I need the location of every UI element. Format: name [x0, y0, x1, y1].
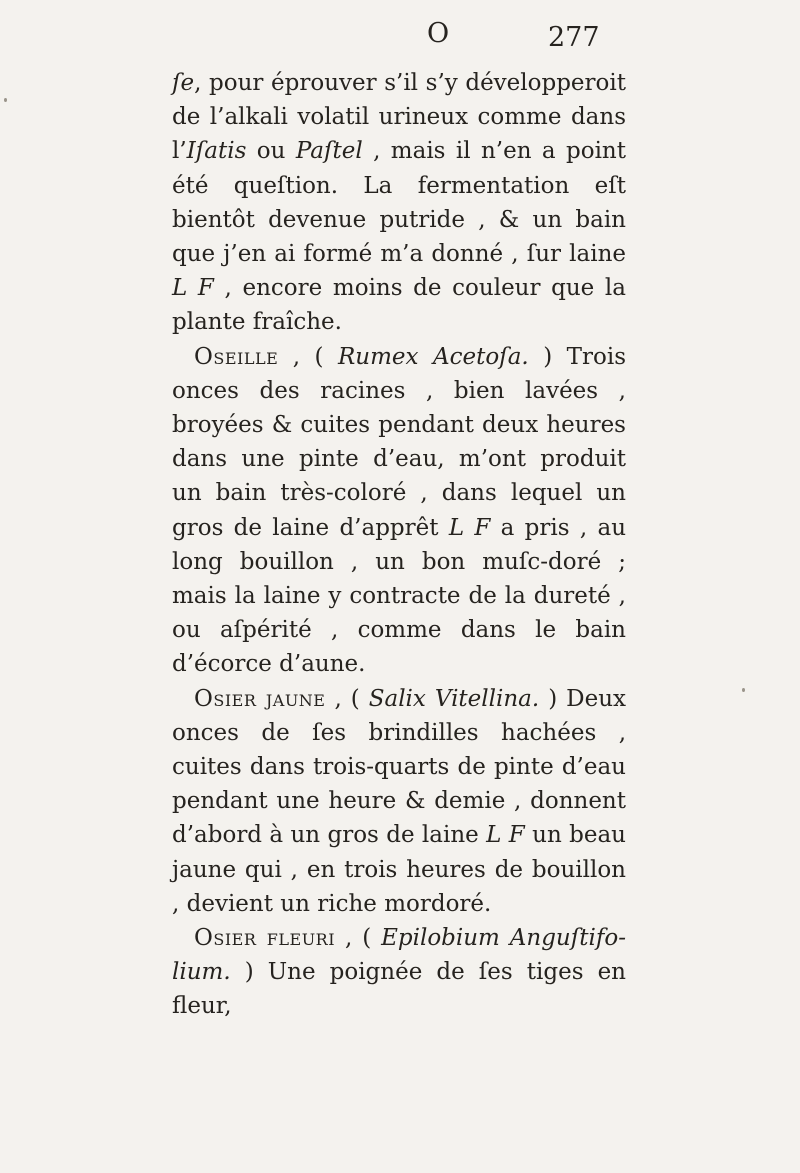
paper-speck: [4, 98, 7, 102]
text-run: , (: [335, 925, 382, 952]
wool-grade-label: L F: [448, 514, 491, 541]
text-run: , encore moins de couleur que la plante fraîche.: [172, 275, 626, 336]
text-run: ou: [246, 138, 296, 165]
word-fragment: ſe: [172, 70, 195, 96]
text-run: a pris , au long bouillon , un bon muſc-doré ; mais la laine y contracte de la dureté , ou aſpérité , comme dans le bain d’écorce d’aune.: [172, 514, 627, 678]
latin-name: Epilobium Anguſtifolium.: [172, 925, 626, 986]
text-run: un beau jaune qui , en trois heures de bouillon , devient un riche mordoré.: [172, 822, 626, 917]
paragraph-osier-fleuri: [172, 921, 626, 1024]
page-header: [0, 18, 800, 54]
paragraph-osier-jaune: [172, 682, 626, 921]
entry-heading: Osier fleuri: [194, 925, 336, 952]
text-run: ) Deux onces de ſes brindilles hachées , cuites dans trois-quarts de pinte d’eau pendant une heure & demie , donnent d’abord à un gros de laine: [172, 685, 626, 849]
body-text: [172, 66, 626, 1024]
latin-name: Salix Vitellina.: [368, 685, 540, 712]
wool-grade-label: L F: [486, 822, 525, 849]
text-run: ) Trois onces des racines , bien lavées , broyées & cuites pendant deux heures dans une pinte d’eau, m’ont produit un bain très-coloré , dans lequel un gros de laine d’apprêt: [172, 343, 626, 541]
text-run: , mais il n’en a point été queſtion. La fermentation eſt bientôt devenue putride , & un bain que j’en ai formé m’a donné , ſur laine: [172, 138, 626, 268]
plant-name-isatis: Iſatis: [186, 138, 247, 165]
text-run: , (: [278, 343, 338, 370]
plant-name-pastel: Paſtel: [295, 138, 363, 165]
paper-speck: [742, 688, 745, 692]
page-number: 277: [548, 22, 600, 53]
text-run: ) Une poignée de ſes tiges en fleur,: [172, 959, 626, 1020]
text-run: , pour éprouver s’il s’y développeroit de l’alkali volatil urineux comme dans l’: [172, 70, 626, 165]
signature-mark: O: [427, 18, 450, 49]
latin-name: Rumex Acetoſa.: [337, 343, 529, 370]
entry-heading: Osier jaune: [194, 685, 326, 712]
entry-heading: Oseille: [194, 343, 279, 370]
paragraph-oseille: [172, 340, 626, 682]
text-run: , (: [325, 685, 369, 712]
paragraph-1: [172, 66, 626, 340]
wool-grade-label: L F: [172, 275, 214, 302]
